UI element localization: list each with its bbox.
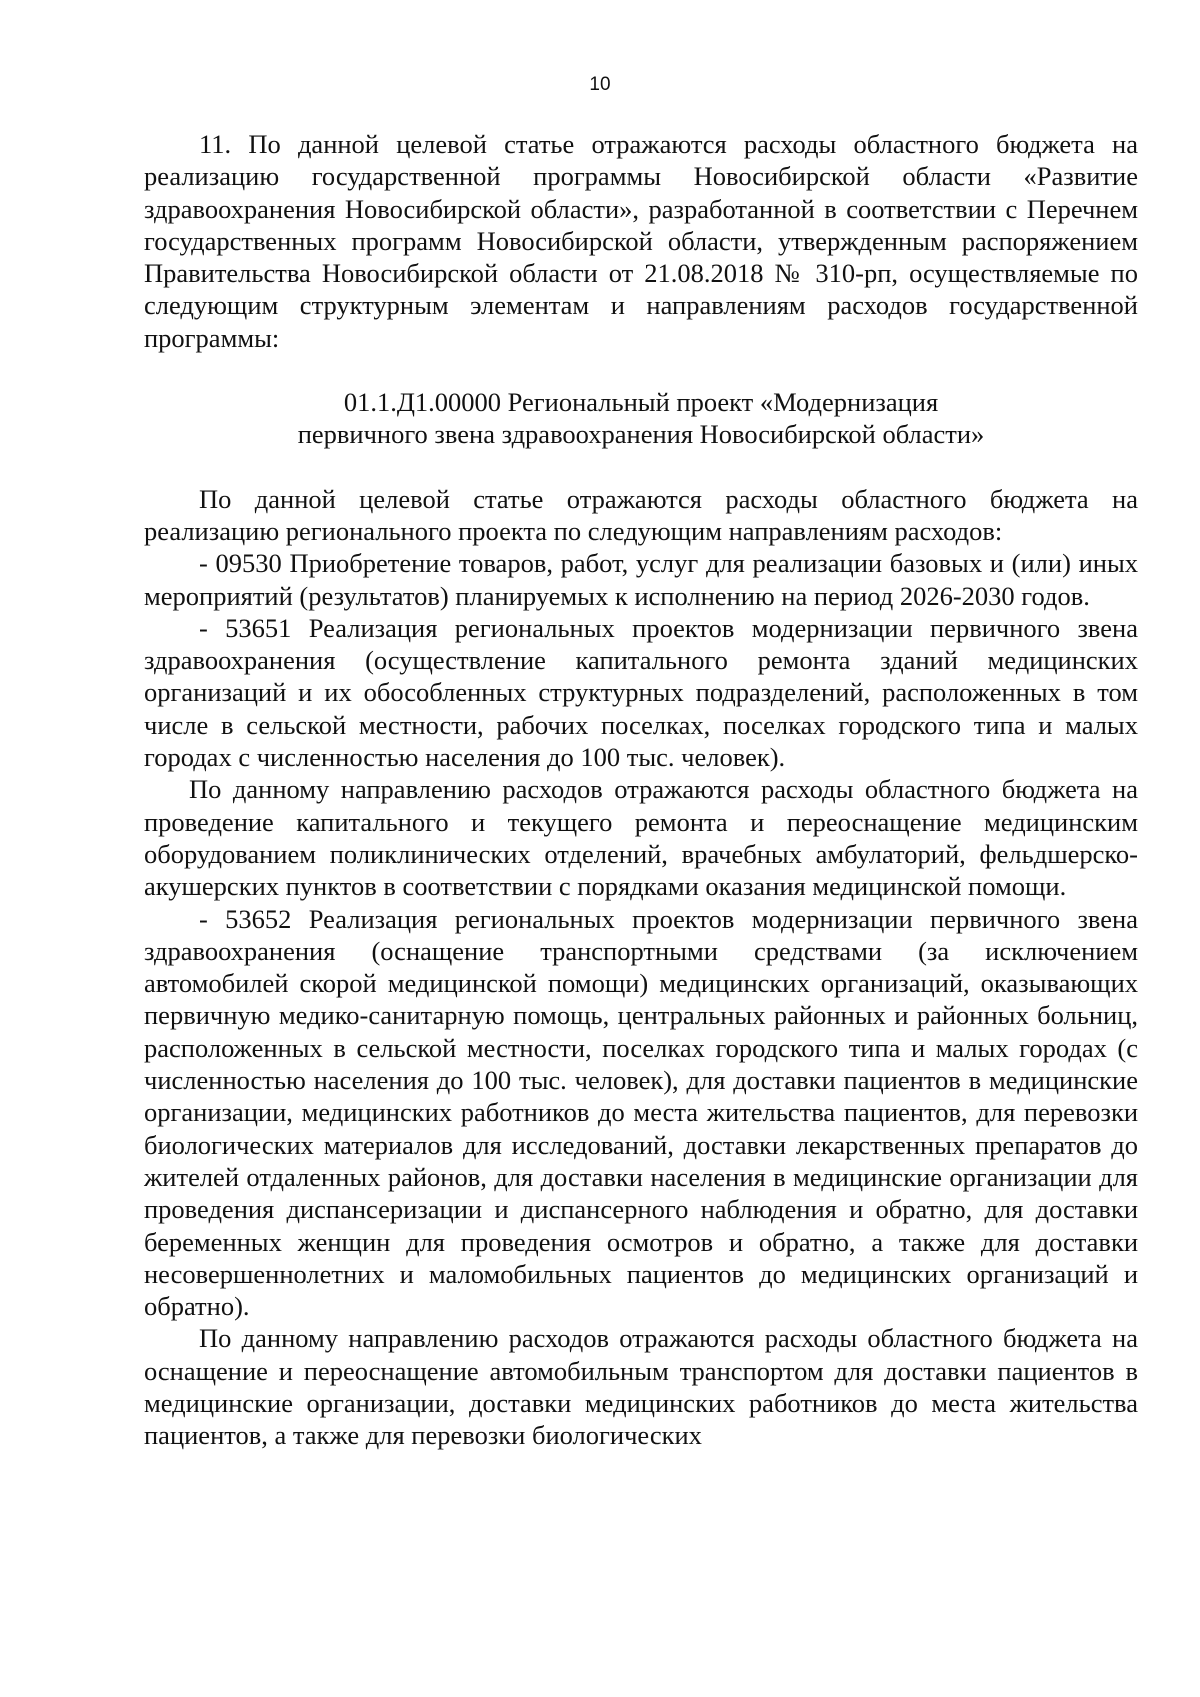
section-heading-line-1: 01.1.Д1.00000 Региональный проект «Модернизация bbox=[343, 387, 939, 418]
paragraph-53651-details: По данному направлению расходов отражаются расходы областного бюджета на проведение капитального и текущего ремонта и переоснащение медицинским оборудованием поликлинических отделений, врачебных амбулаторий, фельдшерско-акушерских пунктов в соответствии с порядками оказания медицинской помощи. bbox=[144, 774, 1138, 902]
section-heading bbox=[144, 386, 1138, 451]
paragraph-53652-details: По данному направлению расходов отражаются расходы областного бюджета на оснащение и переоснащение автомобильным транспортом для доставки пациентов в медицинские организации, доставки медицинских работников до места жительства пациентов, а также для перевозки биологических bbox=[144, 1323, 1138, 1451]
page-number: 10 bbox=[589, 74, 611, 95]
list-item-53651: - 53651 Реализация региональных проектов модернизации первичного звена здравоохранения (осуществление капитального ремонта зданий медицинских организаций и их обособленных структурных подразделений, расположенных в том числе в сельской местности, рабочих поселках, поселках городского типа и малых городах с численностью населения до 100 тыс. человек). bbox=[144, 612, 1138, 773]
list-item-53652: - 53652 Реализация региональных проектов модернизации первичного звена здравоохранения (оснащение транспортными средствами (за исключением автомобилей скорой медицинской помощи) медицинских организаций, оказывающих первичную медико-санитарную помощь, центральных районных и районных больниц, расположенных в сельской местности, поселках городского типа и малых городах (с численностью населения до 100 тыс. человек), для доставки пациентов в медицинские организации, медицинских работников до места жительства пациентов, для перевозки биологических материалов для исследований, доставки лекарственных препаратов до жителей отдаленных районов, для доставки населения в медицинские организации для проведения диспансеризации и диспансерного наблюдения и обратно, для доставки беременных женщин для проведения осмотров и обратно, а также для доставки несовершеннолетних и маломобильных пациентов до медицинских организаций и обратно). bbox=[144, 903, 1138, 1322]
paragraph-project-description: По данной целевой статье отражаются расходы областного бюджета на реализацию регионального проекта по следующим направлениям расходов: bbox=[144, 483, 1138, 546]
paragraph-intro: 11. По данной целевой статье отражаются расходы областного бюджета на реализацию государственной программы Новосибирской области «Развитие здравоохранения Новосибирской области», разработанной в соответствии с Перечнем государственных программ Новосибирской области, утвержденным распоряжением Правительства Новосибирской области от 21.08.2018 № 310-рп, осуществляемые по следующим структурным элементам и направлениям расходов государственной программы: bbox=[144, 129, 1138, 353]
document-body bbox=[144, 128, 1138, 1452]
list-item-09530: - 09530 Приобретение товаров, работ, услуг для реализации базовых и (или) иных мероприятий (результатов) планируемых к исполнению на период 2026-2030 годов. bbox=[144, 548, 1138, 611]
section-heading-line-2: первичного звена здравоохранения Новосибирской области» bbox=[297, 419, 985, 450]
